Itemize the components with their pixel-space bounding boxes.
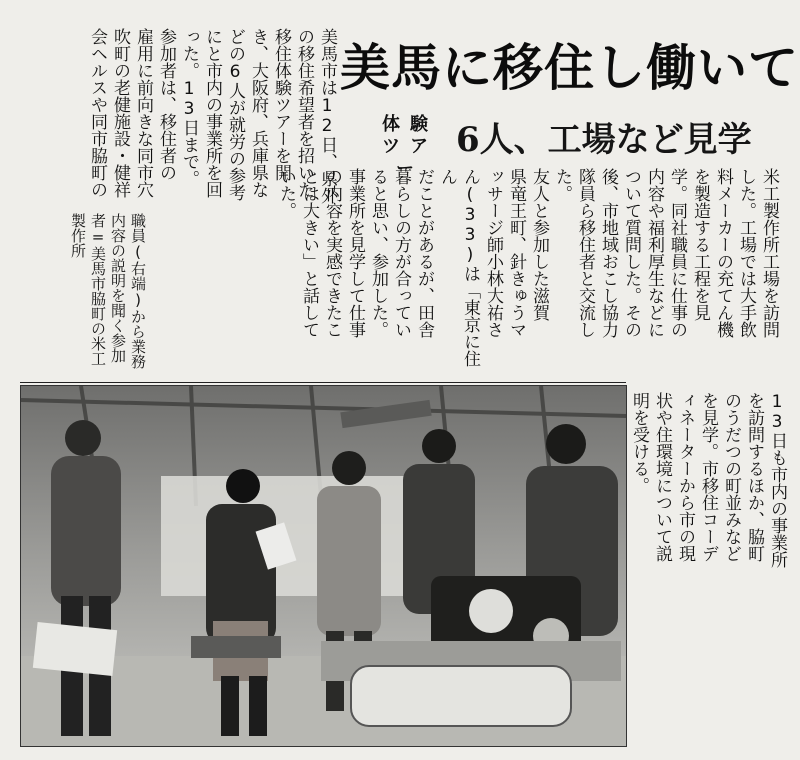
body-middle-line: ん(33)は「東京に住ん xyxy=(437,168,480,367)
body-right-line: を見学。市移住コーデ xyxy=(698,392,718,562)
caption-text xyxy=(28,213,148,383)
subhead-tag xyxy=(372,114,448,179)
photo-caption xyxy=(28,213,148,383)
subhead-tag-line2: ツアー xyxy=(382,136,438,179)
body-middle-line: 隊員ら移住者と交流し xyxy=(575,168,595,338)
body-middle-line: ッサージ師小林大祐さ xyxy=(483,168,503,338)
body-middle-line: 学。同社職員に仕事の xyxy=(667,168,687,338)
body-right-columns xyxy=(630,392,788,752)
lead-line: 参加者は、移住者の xyxy=(156,28,176,181)
body-middle-line: ついて質問した。その xyxy=(621,168,641,338)
lead-line: 移住体験ツアーを開 xyxy=(271,28,291,181)
lead-line: 吹町の老健施設・健祥 xyxy=(110,28,130,198)
divider-line xyxy=(20,382,626,383)
body-middle-line: 内容や福利厚生などに xyxy=(644,168,664,338)
body-middle-line: とは大きい」と話して xyxy=(299,168,319,338)
body-middle-line: 友人と参加した滋賀 xyxy=(529,168,549,321)
body-right-line: 13日も市内の事業所 xyxy=(767,392,787,568)
body-middle-line: を製造する工程を見 xyxy=(690,168,710,321)
headline: 美馬に移住し働いて xyxy=(340,38,799,97)
body-text-block-right xyxy=(630,392,788,752)
body-middle-line: 後、市地域おこし協力 xyxy=(598,168,618,338)
body-right-line: 状や住環境について説 xyxy=(652,392,672,562)
lead-line: にと市内の事業所を回 xyxy=(202,28,222,198)
body-middle-line: の内容を実感できたこ xyxy=(322,168,342,338)
body-middle-line: ると思い、参加した。 xyxy=(368,168,388,338)
body-right-line: のうだつの町並みなど xyxy=(721,392,741,562)
caption-line: 内容の説明を聞く参加 xyxy=(109,213,127,363)
body-middle-line: した。工場では大手飲 xyxy=(736,168,756,338)
body-right-line: を訪問するほか、脇町 xyxy=(744,392,764,562)
body-middle-line: た。 xyxy=(552,168,572,202)
subhead-tag-line1: 体験 xyxy=(382,114,438,135)
subhead: 6人、工場など見学 xyxy=(456,120,752,160)
body-middle-line: 料メーカーの充てん機 xyxy=(713,168,733,338)
body-middle-line: いた。 xyxy=(276,168,296,219)
body-middle-line: 米工製作所工場を訪問 xyxy=(759,168,779,338)
lead-line: の移住希望者を招いた xyxy=(294,28,314,198)
lead-line: 美馬市は12日、県外 xyxy=(317,28,337,204)
lead-line: どの6人が就労の参考 xyxy=(225,28,245,201)
lead-line: 会ヘルスや同市脇町の xyxy=(87,28,107,198)
caption-line: 者=美馬市脇町の米工 xyxy=(89,213,107,366)
body-middle-line: 県竜王町、針きゅうマ xyxy=(506,168,526,338)
body-right-line: ィネーターから市の現 xyxy=(675,392,695,562)
lead-line: き、大阪府、兵庫県な xyxy=(248,28,268,198)
factory-tour-photo xyxy=(20,385,627,747)
lead-line: 雇用に前向きな同市穴 xyxy=(133,28,153,198)
body-right-line: 明を受ける。 xyxy=(629,392,649,494)
body-middle-line: だことがあるが、田舎 xyxy=(414,168,434,338)
body-middle-line: 事業所を見学して仕事 xyxy=(345,168,365,338)
caption-line: 職員(右端)から業務 xyxy=(129,213,147,369)
photo-illustration xyxy=(21,386,626,746)
body-middle-line: 暮らしの方が合ってい xyxy=(391,168,411,338)
caption-line: 製作所 xyxy=(69,213,87,258)
body-text-block-middle xyxy=(170,168,780,381)
body-middle-columns xyxy=(170,168,780,381)
lead-line: った。13日まで。 xyxy=(179,28,199,187)
